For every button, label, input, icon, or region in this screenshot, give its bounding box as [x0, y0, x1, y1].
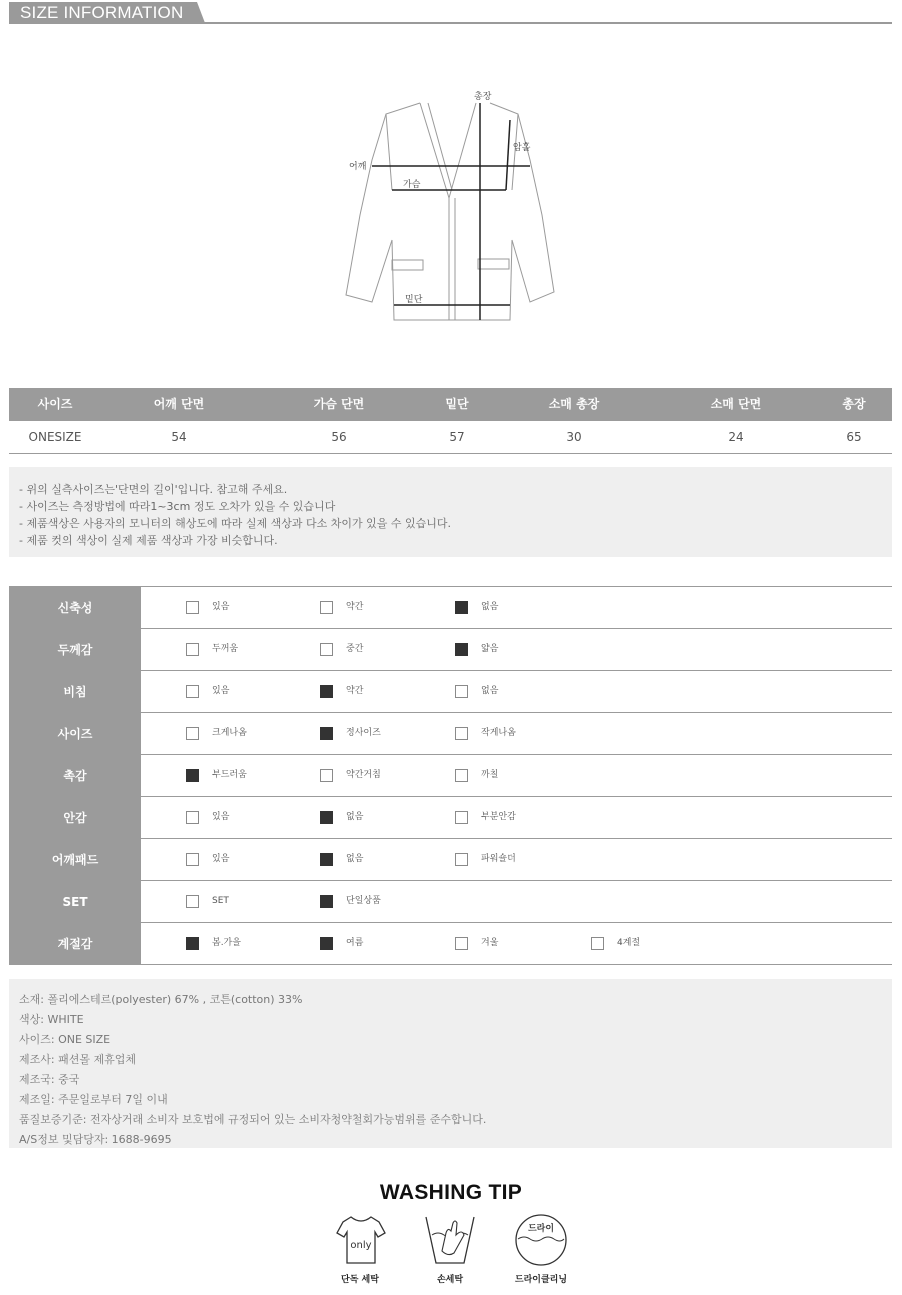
unchecked-box-icon: [186, 601, 199, 614]
attribute-row: [9, 797, 892, 839]
wash-label-solo: 단독 세탁: [341, 1275, 379, 1285]
attribute-table: [9, 586, 892, 965]
checked-box-icon: [186, 769, 199, 782]
label-shoulder: 어깨: [349, 162, 367, 172]
attribute-row: [9, 671, 892, 713]
hand-wash-icon: [424, 1213, 476, 1269]
option-label: 중간: [346, 644, 364, 654]
note-line: - 위의 실측사이즈는'단면의 길이'입니다. 참고해 주세요.: [19, 483, 288, 496]
unchecked-box-icon: [186, 895, 199, 908]
unchecked-box-icon: [455, 811, 468, 824]
option-label: 얇음: [481, 644, 499, 654]
product-info: [9, 979, 892, 1148]
option-label: 까칠: [481, 770, 499, 780]
dry-clean-icon: [514, 1213, 568, 1271]
option-label: 없음: [481, 686, 499, 696]
tshirt-icon-text: only: [350, 1240, 372, 1251]
attribute-label: SET: [9, 881, 141, 923]
attribute-row: [9, 755, 892, 797]
option-label: 작게나옴: [481, 728, 516, 738]
attribute-row: [9, 587, 892, 629]
label-length: 총장: [474, 92, 492, 102]
table-row: [9, 421, 892, 454]
info-size: 사이즈: ONE SIZE: [19, 1033, 111, 1046]
attribute-label: 신축성: [9, 587, 141, 629]
unchecked-box-icon: [455, 769, 468, 782]
unchecked-box-icon: [186, 727, 199, 740]
info-material: 소재: 폴리에스테르(polyester) 67% , 코튼(cotton) 33%: [19, 993, 303, 1006]
checked-box-icon: [186, 937, 199, 950]
info-warranty: 품질보증기준: 전자상거래 소비자 보호법에 규정되어 있는 소비자청약철회가능범위를 준수합니다.: [19, 1113, 487, 1126]
option-label: 4계절: [617, 938, 641, 948]
header-shoulder: 어깨 단면: [153, 397, 205, 411]
label-hem: 밑단: [405, 295, 423, 305]
option-label: 두꺼움: [212, 644, 239, 654]
washing-title: WASHING TIP: [379, 1181, 523, 1204]
unchecked-box-icon: [320, 643, 333, 656]
info-as-contact: A/S정보 및담당자: 1688-9695: [19, 1133, 172, 1146]
cell-hem: 57: [449, 430, 465, 444]
option-label: 약간: [346, 602, 364, 612]
header-sleeve-width: 소매 단면: [710, 397, 762, 411]
dry-clean-icon-text: 드라이: [527, 1224, 555, 1234]
header-chest: 가슴 단면: [313, 397, 365, 411]
header-sleeve-length: 소매 총장: [548, 397, 600, 411]
unchecked-box-icon: [455, 685, 468, 698]
armhole-line: [506, 120, 510, 190]
option-label: 단일상품: [346, 896, 381, 906]
size-table-header: [9, 388, 892, 421]
attribute-row: [9, 839, 892, 881]
option-label: 약간: [346, 686, 364, 696]
checked-box-icon: [320, 853, 333, 866]
info-manufacturer: 제조사: 패션몰 제휴업체: [19, 1053, 136, 1066]
unchecked-box-icon: [320, 769, 333, 782]
option-label: 정사이즈: [346, 728, 381, 738]
wash-label-hand: 손세탁: [436, 1275, 464, 1285]
unchecked-box-icon: [186, 685, 199, 698]
attribute-label: 어깨패드: [9, 839, 141, 881]
note-line: - 제품 컷의 색상이 실제 제품 색상과 가장 비슷합니다.: [19, 534, 278, 547]
option-label: 없음: [346, 812, 364, 822]
size-notes: [9, 467, 892, 557]
unchecked-box-icon: [186, 643, 199, 656]
note-line: - 사이즈는 측정방법에 따라1~3cm 정도 오차가 있을 수 있습니다: [19, 500, 336, 513]
size-table: [9, 388, 892, 454]
wash-label-dry: 드라이클리닝: [514, 1275, 568, 1285]
unchecked-box-icon: [591, 937, 604, 950]
unchecked-box-icon: [320, 601, 333, 614]
attribute-label: 안감: [9, 797, 141, 839]
attribute-label: 계절감: [9, 923, 141, 965]
section-title: SIZE INFORMATION: [20, 3, 184, 22]
unchecked-box-icon: [186, 811, 199, 824]
checked-box-icon: [320, 685, 333, 698]
label-chest: 가슴: [403, 180, 421, 190]
header-size: 사이즈: [37, 397, 73, 411]
tshirt-only-icon: [335, 1213, 387, 1269]
attribute-row: [9, 713, 892, 755]
header-total-length: 총장: [842, 397, 866, 411]
cell-sleeve-length: 30: [566, 430, 582, 444]
label-armhole: 암홀: [513, 143, 531, 153]
cell-total-length: 65: [846, 430, 862, 444]
attribute-row: [9, 881, 892, 923]
cell-size: ONESIZE: [28, 430, 82, 444]
note-line: - 제품색상은 사용자의 모니터의 해상도에 따라 실제 색상과 다소 차이가 있을 수 있습니다.: [19, 517, 451, 530]
info-date: 제조일: 주문일로부터 7일 이내: [19, 1093, 168, 1106]
header-hem: 밑단: [445, 397, 469, 411]
unchecked-box-icon: [455, 727, 468, 740]
attribute-label: 사이즈: [9, 713, 141, 755]
unchecked-box-icon: [186, 853, 199, 866]
option-label: 있음: [212, 686, 230, 696]
option-label: 있음: [212, 854, 230, 864]
checked-box-icon: [320, 937, 333, 950]
attribute-label: 촉감: [9, 755, 141, 797]
option-label: 약간거침: [346, 770, 381, 780]
checked-box-icon: [320, 811, 333, 824]
cell-shoulder: 54: [171, 430, 187, 444]
cell-chest: 56: [331, 430, 347, 444]
cardigan-sketch: [0, 0, 902, 380]
option-label: 여름: [346, 938, 364, 948]
attribute-row: [9, 629, 892, 671]
option-label: 겨울: [481, 938, 499, 948]
garment-diagram: [0, 0, 902, 380]
option-label: 크게나옴: [212, 728, 247, 738]
unchecked-box-icon: [455, 853, 468, 866]
checked-box-icon: [455, 643, 468, 656]
checked-box-icon: [320, 895, 333, 908]
option-label: SET: [212, 896, 229, 906]
option-label: 있음: [212, 602, 230, 612]
option-label: 없음: [481, 602, 499, 612]
option-label: 있음: [212, 812, 230, 822]
attribute-row: [9, 923, 892, 965]
unchecked-box-icon: [455, 937, 468, 950]
option-label: 파워숄더: [481, 854, 516, 864]
cell-sleeve-width: 24: [728, 430, 744, 444]
attribute-label: 두께감: [9, 629, 141, 671]
info-country: 제조국: 중국: [19, 1073, 80, 1086]
option-label: 부드러움: [212, 770, 247, 780]
option-label: 없음: [346, 854, 364, 864]
option-label: 봄.가을: [212, 938, 241, 948]
checked-box-icon: [320, 727, 333, 740]
info-color: 색상: WHITE: [19, 1013, 84, 1026]
attribute-label: 비침: [9, 671, 141, 713]
checked-box-icon: [455, 601, 468, 614]
option-label: 부분안감: [481, 812, 516, 822]
